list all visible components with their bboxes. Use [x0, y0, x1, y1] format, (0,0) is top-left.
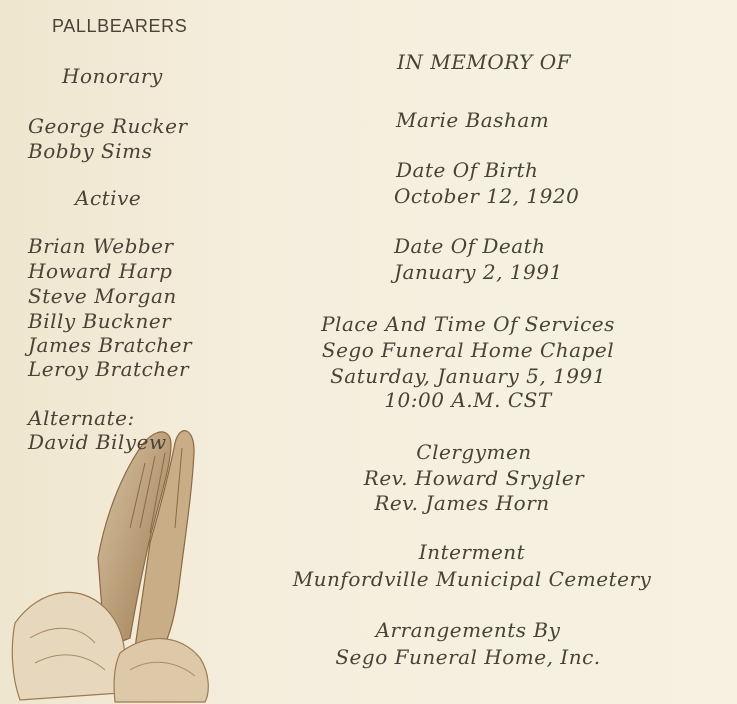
clergy-name: Rev. Howard Srygler	[363, 466, 585, 490]
services-time: 10:00 A.M. CST	[384, 388, 552, 412]
interment-place: Munfordville Municipal Cemetery	[292, 567, 652, 591]
clergy-label: Clergymen	[416, 440, 532, 464]
death-label: Date Of Death	[394, 234, 546, 258]
services-place: Sego Funeral Home Chapel	[321, 338, 615, 362]
birth-date: October 12, 1920	[394, 184, 580, 208]
honorary-label: Honorary	[62, 64, 163, 88]
honorary-name: Bobby Sims	[28, 139, 153, 163]
active-name: Leroy Bratcher	[28, 357, 190, 381]
deceased-name: Marie Basham	[396, 108, 550, 132]
active-name: Billy Buckner	[28, 309, 172, 333]
arrangements-label: Arrangements By	[375, 618, 561, 642]
interment-label: Interment	[418, 540, 526, 564]
active-name: James Bratcher	[28, 333, 193, 357]
services-label: Place And Time Of Services	[321, 312, 615, 336]
clergy-name: Rev. James Horn	[374, 491, 550, 515]
birth-label: Date Of Birth	[396, 158, 539, 182]
death-date: January 2, 1991	[394, 260, 563, 284]
active-name: Steve Morgan	[28, 284, 177, 308]
active-name: Brian Webber	[28, 234, 174, 258]
memory-heading: IN MEMORY OF	[397, 50, 571, 74]
services-date: Saturday, January 5, 1991	[330, 364, 606, 388]
alternate-label: Alternate:	[28, 406, 135, 430]
arrangements-by: Sego Funeral Home, Inc.	[335, 645, 601, 669]
active-name: Howard Harp	[28, 259, 173, 283]
pallbearers-heading: PALLBEARERS	[52, 16, 188, 36]
active-label: Active	[75, 186, 142, 210]
alternate-name: David Bilyew	[28, 430, 167, 454]
honorary-name: George Rucker	[28, 114, 188, 138]
